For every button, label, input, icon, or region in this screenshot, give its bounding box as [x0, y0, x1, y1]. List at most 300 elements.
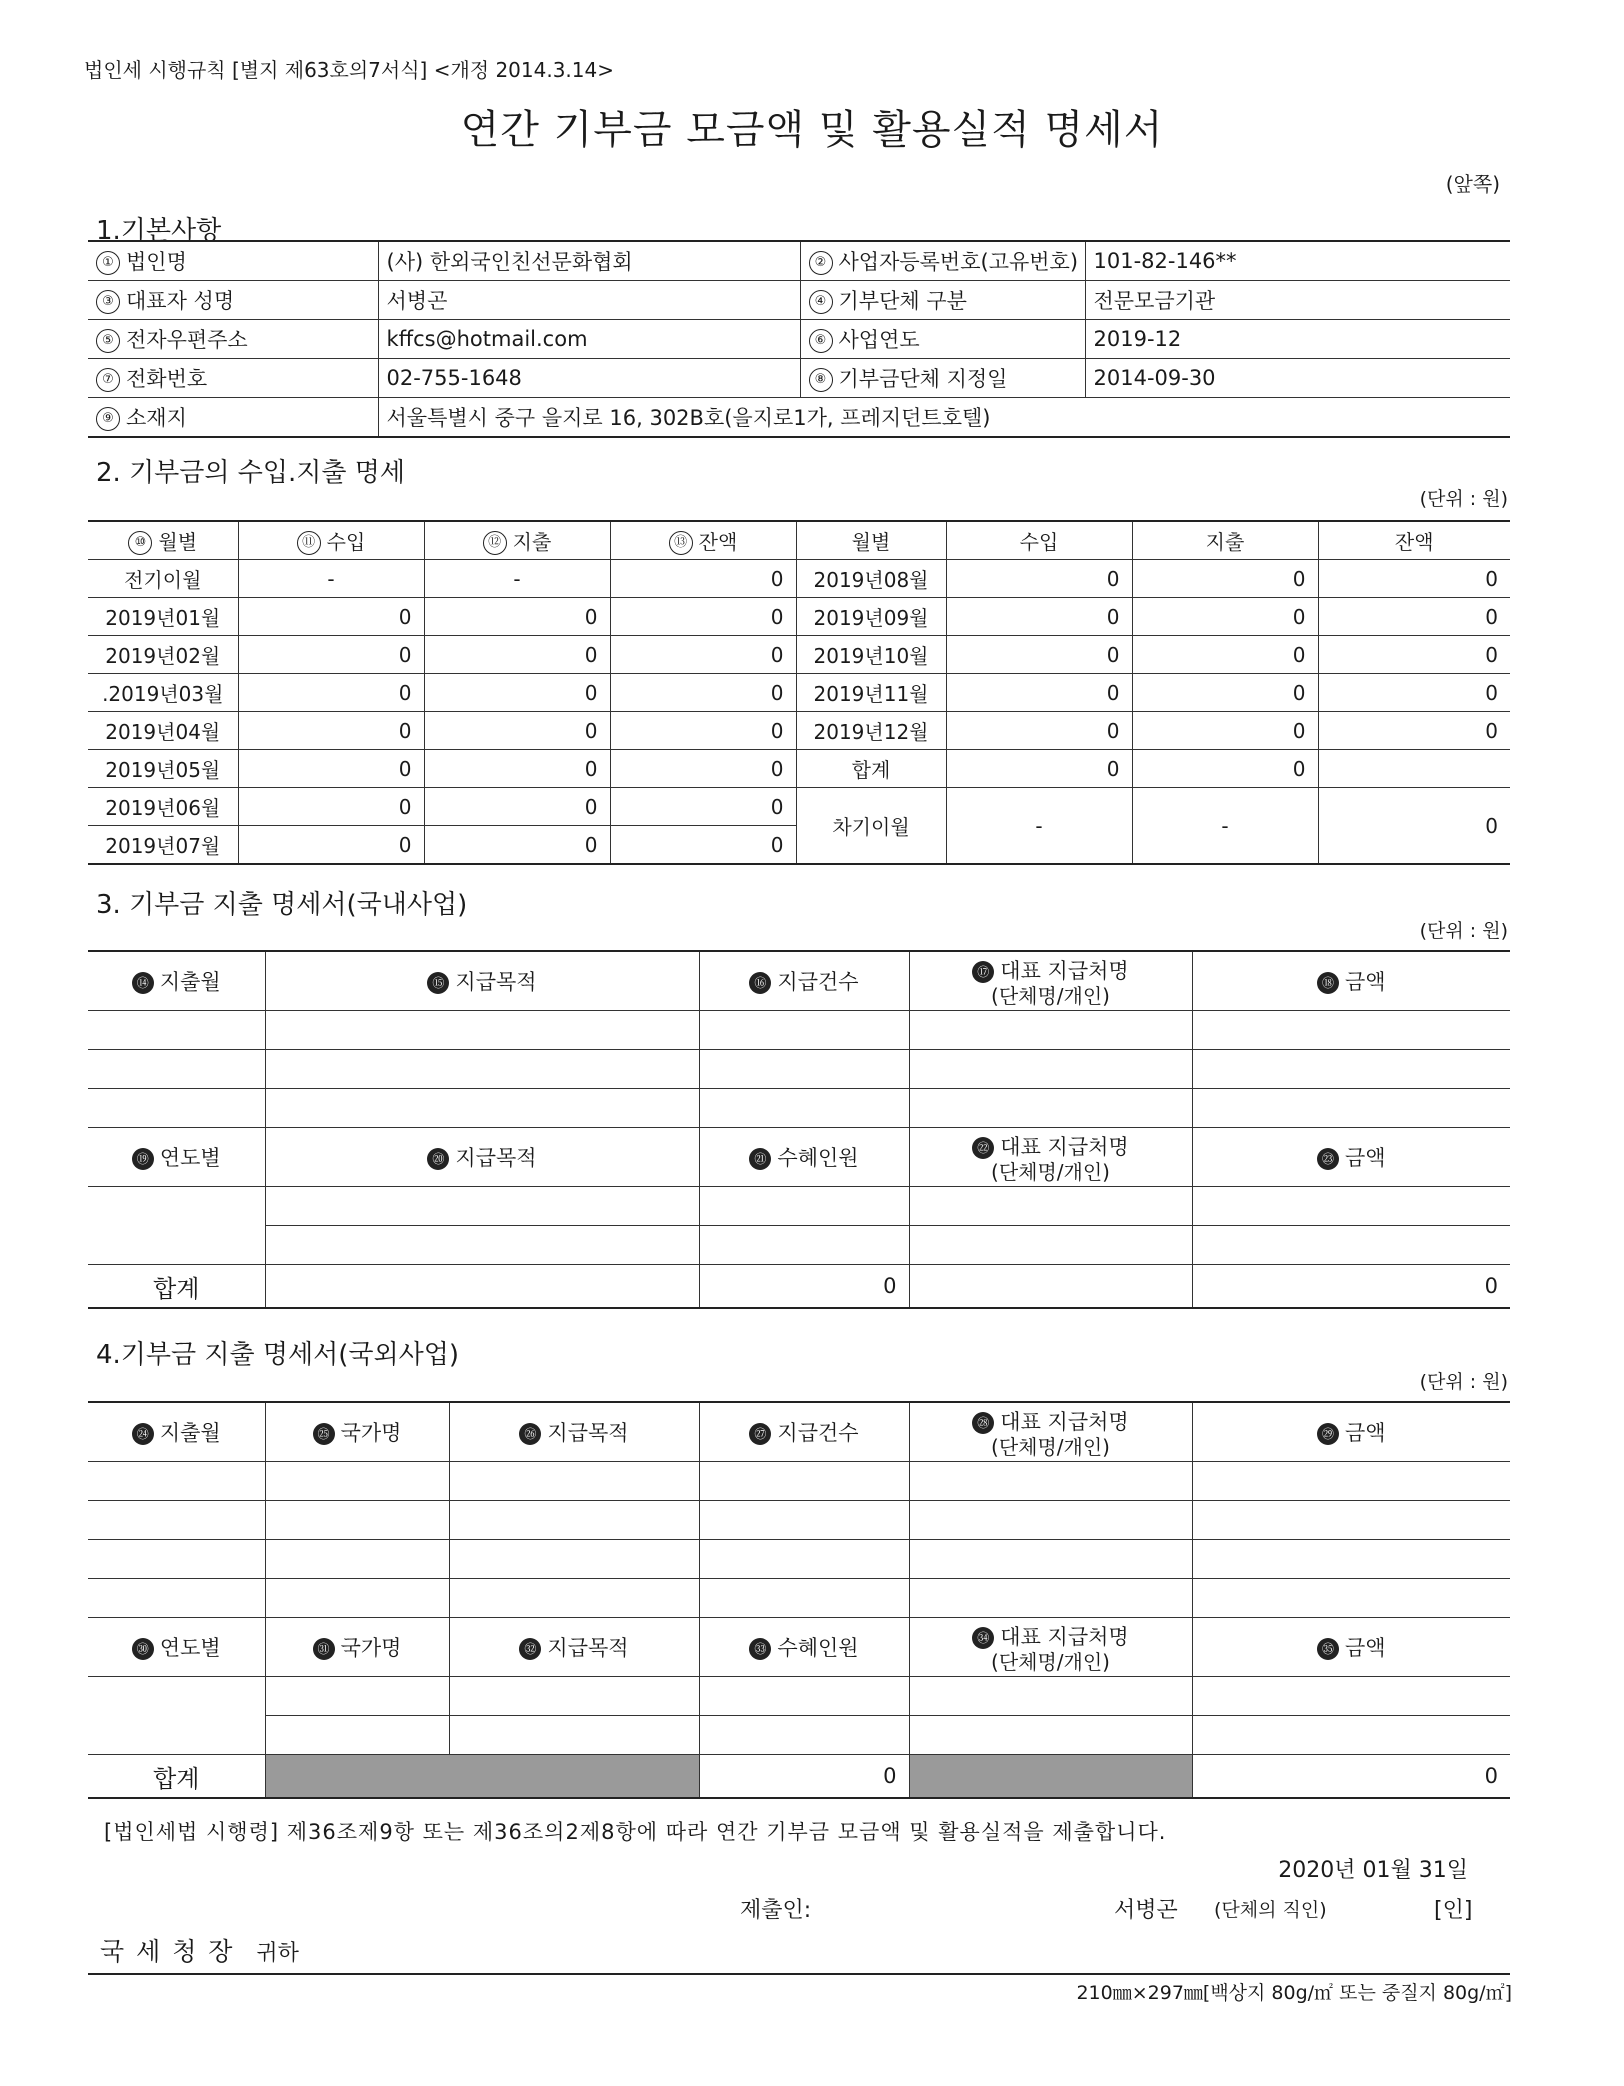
expense-header-cell-number: ⑯ — [749, 972, 771, 994]
expense-header-cell — [1192, 1128, 1510, 1187]
basic-label-right-text: 기부단체 구분 — [838, 289, 967, 313]
basic-info-table — [88, 240, 1510, 438]
income-header-left-number: ⑩ — [128, 531, 152, 555]
expense-empty-cell — [1192, 1226, 1510, 1265]
basic-info-row — [88, 281, 1510, 320]
expense-header-cell-text: 연도별 — [159, 1636, 221, 1660]
expense-header-cell-text: 연도별 — [159, 1146, 221, 1170]
basic-label-left-text: 법인명 — [126, 250, 187, 274]
income-value: 0 — [238, 826, 424, 865]
income-value: - — [238, 560, 424, 598]
expense-header-cell-number: ㉕ — [313, 1423, 335, 1445]
overseas-expense-table — [88, 1401, 1510, 1799]
income-value: 0 — [946, 712, 1132, 750]
expense-empty-cell — [265, 1187, 699, 1226]
income-value: 0 — [424, 788, 610, 826]
income-row — [88, 788, 1510, 826]
expense-empty-cell — [449, 1501, 699, 1540]
basic-info-row — [88, 359, 1510, 398]
expense-empty-cell — [1192, 1716, 1510, 1755]
expense-empty-cell — [88, 1187, 265, 1265]
carry-forward-value: 0 — [1318, 788, 1510, 865]
basic-label-right-text: 사업연도 — [838, 328, 920, 352]
basic-label-right-number: ⑧ — [809, 368, 833, 392]
income-value: 0 — [610, 636, 796, 674]
expense-header-cell-text: 지급목적 — [455, 970, 537, 994]
basic-label-left — [88, 320, 378, 359]
expense-empty-cell — [1192, 1089, 1510, 1128]
basic-label-right-number: ④ — [809, 290, 833, 314]
expense-empty-cell — [88, 1050, 265, 1089]
expense-empty-cell — [265, 1089, 699, 1128]
income-value: 0 — [238, 750, 424, 788]
income-header-right: 잔액 — [1318, 521, 1510, 560]
income-value: 0 — [610, 826, 796, 865]
basic-label-right — [800, 241, 1085, 281]
income-header-left-text: 잔액 — [698, 529, 738, 554]
expense-empty-cell — [88, 1501, 265, 1540]
income-value: 0 — [610, 674, 796, 712]
expense-empty-cell — [909, 1462, 1192, 1501]
expense-header-row — [88, 1402, 1510, 1462]
expense-empty-cell — [699, 1501, 909, 1540]
expense-empty-cell — [265, 1677, 449, 1716]
expense-header-cell-text: 지급목적 — [547, 1421, 629, 1445]
expense-header-cell-text: 금액 — [1344, 1636, 1386, 1660]
expense-empty-cell — [909, 1540, 1192, 1579]
income-value: 0 — [610, 750, 796, 788]
basic-label-left-number: ⑦ — [96, 368, 120, 392]
expense-empty-cell — [1192, 1579, 1510, 1618]
recipient — [100, 1932, 299, 1968]
expense-header-cell-text: 대표 지급처명 — [1000, 1625, 1129, 1649]
basic-info-row — [88, 320, 1510, 359]
expense-header-cell-text: 금액 — [1344, 970, 1386, 994]
income-value: 0 — [946, 560, 1132, 598]
expense-header-cell-number: ㉔ — [132, 1423, 154, 1445]
expense-header-cell — [909, 1618, 1192, 1677]
income-value: 0 — [424, 598, 610, 636]
expense-empty-cell — [699, 1716, 909, 1755]
expense-empty-row — [88, 1050, 1510, 1089]
expense-empty-cell — [699, 1089, 909, 1128]
expense-header-cell — [1192, 1618, 1510, 1677]
income-value: 0 — [946, 598, 1132, 636]
income-value: 0 — [1318, 636, 1510, 674]
income-row — [88, 750, 1510, 788]
income-value: 0 — [946, 674, 1132, 712]
submitter-title: (단체의 직인) — [1214, 1899, 1327, 1921]
expense-empty-cell — [265, 1716, 449, 1755]
income-header-left-text: 수입 — [326, 529, 366, 554]
income-value: 0 — [946, 750, 1132, 788]
expense-empty-cell — [449, 1462, 699, 1501]
expense-header-cell-text: 금액 — [1344, 1146, 1386, 1170]
income-value: 0 — [424, 750, 610, 788]
expense-empty-cell — [699, 1579, 909, 1618]
expense-header-cell-text: 지급건수 — [777, 1421, 859, 1445]
expense-header-cell — [88, 1128, 265, 1187]
section4-unit: (단위 : 원) — [1419, 1371, 1508, 1393]
expense-header-cell — [909, 1128, 1192, 1187]
income-header-row — [88, 521, 1510, 560]
income-value: 0 — [1318, 712, 1510, 750]
income-value: 0 — [610, 712, 796, 750]
basic-value-right: 101-82-146** — [1085, 241, 1510, 281]
basic-info-row — [88, 398, 1510, 438]
expense-empty-row — [88, 1677, 1510, 1716]
total-label: 합계 — [88, 1265, 265, 1309]
income-header-left-number: ⑪ — [297, 531, 321, 555]
income-month: 2019년11월 — [796, 674, 946, 712]
expense-header-cell-text: 금액 — [1344, 1421, 1386, 1445]
submitter-label: 제출인: — [740, 1898, 812, 1923]
income-month: .2019년03월 — [88, 674, 238, 712]
income-expense-table — [88, 520, 1510, 865]
total-empty-cell — [265, 1265, 699, 1309]
income-value: 0 — [238, 598, 424, 636]
expense-header-cell-wrap — [972, 1131, 1128, 1183]
section3-unit: (단위 : 원) — [1419, 920, 1508, 942]
income-month: 전기이월 — [88, 560, 238, 598]
page-side-label: (앞쪽) — [1445, 172, 1500, 196]
expense-empty-cell — [699, 1462, 909, 1501]
section3-title: 3. 기부금 지출 명세서(국내사업) — [96, 890, 468, 920]
income-value: 0 — [1318, 560, 1510, 598]
expense-empty-cell — [699, 1226, 909, 1265]
expense-empty-cell — [909, 1089, 1192, 1128]
footer-divider — [88, 1973, 1510, 1975]
total-amount: 0 — [1192, 1755, 1510, 1799]
expense-empty-cell — [1192, 1677, 1510, 1716]
expense-empty-row — [88, 1501, 1510, 1540]
basic-label-left-number: ③ — [96, 290, 120, 314]
expense-header-cell — [449, 1402, 699, 1462]
income-month: 2019년10월 — [796, 636, 946, 674]
income-value: 0 — [1132, 598, 1318, 636]
basic-value-left: (사) 한외국인친선문화협회 — [378, 241, 800, 281]
expense-header-cell — [265, 1128, 699, 1187]
basic-label-left — [88, 359, 378, 398]
address-value: 서울특별시 중구 을지로 16, 302B호(을지로1가, 프레지던트호텔) — [378, 398, 1510, 438]
recipient-honorific: 귀하 — [256, 1941, 299, 1966]
basic-label-right — [800, 320, 1085, 359]
income-header-right: 지출 — [1132, 521, 1318, 560]
expense-empty-cell — [449, 1540, 699, 1579]
expense-header-cell-number: ㉘ — [972, 1412, 994, 1434]
expense-empty-cell — [909, 1579, 1192, 1618]
income-value: 0 — [610, 560, 796, 598]
expense-empty-cell — [265, 1226, 699, 1265]
expense-header-cell — [88, 1618, 265, 1677]
income-month: 2019년01월 — [88, 598, 238, 636]
paper-spec: 210㎜×297㎜[백상지 80g/㎡ 또는 중질지 80g/㎡] — [1076, 1982, 1512, 2004]
basic-info-row — [88, 241, 1510, 281]
expense-header-cell — [1192, 951, 1510, 1011]
expense-empty-row — [88, 1579, 1510, 1618]
expense-empty-cell — [449, 1716, 699, 1755]
expense-empty-cell — [1192, 1462, 1510, 1501]
income-value: 0 — [1132, 674, 1318, 712]
income-header-left — [238, 521, 424, 560]
basic-label-right-text: 기부금단체 지정일 — [838, 367, 1008, 391]
expense-empty-cell — [265, 1579, 449, 1618]
expense-empty-cell — [88, 1579, 265, 1618]
expense-header-cell — [88, 1402, 265, 1462]
income-header-right: 수입 — [946, 521, 1132, 560]
expense-header-cell-number: ㉚ — [132, 1638, 154, 1660]
expense-empty-cell — [909, 1226, 1192, 1265]
expense-header-cell-number: ⑳ — [427, 1148, 449, 1170]
expense-header-cell-subtext: (단체명/개인) — [991, 984, 1110, 1008]
expense-header-cell — [265, 1402, 449, 1462]
income-value: 0 — [946, 636, 1132, 674]
income-value: 0 — [424, 674, 610, 712]
expense-empty-cell — [699, 1187, 909, 1226]
address-label-number: ⑨ — [96, 407, 120, 431]
income-value: 0 — [1132, 750, 1318, 788]
expense-header-cell-number: ㉗ — [749, 1423, 771, 1445]
regulation-header: 법인세 시행규칙 [별지 제63호의7서식] <개정 2014.3.14> — [84, 58, 614, 82]
expense-header-cell — [699, 1618, 909, 1677]
basic-label-left-number: ① — [96, 251, 120, 275]
expense-empty-cell — [88, 1540, 265, 1579]
expense-header-cell-number: ⑲ — [132, 1148, 154, 1170]
income-value: 0 — [610, 788, 796, 826]
expense-empty-cell — [265, 1011, 699, 1050]
income-value: 0 — [424, 636, 610, 674]
expense-header-cell-number: ㉝ — [749, 1638, 771, 1660]
income-month: 2019년09월 — [796, 598, 946, 636]
income-value: 0 — [1132, 712, 1318, 750]
expense-total-row — [88, 1265, 1510, 1309]
expense-header-cell-text: 수혜인원 — [777, 1146, 859, 1170]
income-value: 0 — [1318, 598, 1510, 636]
expense-header-cell-text: 대표 지급처명 — [1000, 1410, 1129, 1434]
income-value: 0 — [610, 598, 796, 636]
total-empty-cell — [265, 1755, 699, 1799]
expense-empty-cell — [909, 1187, 1192, 1226]
expense-header-cell — [265, 951, 699, 1011]
income-month: 합계 — [796, 750, 946, 788]
carry-forward-value: - — [946, 788, 1132, 865]
expense-header-cell-text: 국가명 — [340, 1421, 402, 1445]
expense-header-cell-wrap — [972, 1621, 1128, 1673]
expense-empty-cell — [1192, 1540, 1510, 1579]
expense-header-cell-number: ㉙ — [1317, 1423, 1339, 1445]
expense-header-cell-number: ㉒ — [972, 1137, 994, 1159]
expense-header-cell-subtext: (단체명/개인) — [991, 1650, 1110, 1674]
expense-header-cell-number: ⑰ — [972, 961, 994, 983]
expense-header-cell-text: 국가명 — [340, 1636, 402, 1660]
expense-empty-cell — [699, 1677, 909, 1716]
expense-empty-row — [88, 1462, 1510, 1501]
basic-value-right: 전문모금기관 — [1085, 281, 1510, 320]
expense-header-cell-text: 지급건수 — [777, 970, 859, 994]
income-header-left-number: ⑫ — [483, 531, 507, 555]
recipient-name: 국 세 청 장 — [100, 1937, 235, 1966]
total-empty-cell — [909, 1265, 1192, 1309]
carry-forward-label: 차기이월 — [796, 788, 946, 865]
total-count: 0 — [699, 1265, 909, 1309]
expense-empty-cell — [699, 1011, 909, 1050]
basic-label-left — [88, 281, 378, 320]
section2-title: 2. 기부금의 수입.지출 명세 — [96, 458, 406, 488]
expense-empty-row — [88, 1540, 1510, 1579]
expense-header-cell — [265, 1618, 449, 1677]
expense-header-cell-number: ㉖ — [519, 1423, 541, 1445]
income-header-left — [610, 521, 796, 560]
expense-header-cell-number: ㉟ — [1317, 1638, 1339, 1660]
basic-label-left-text: 대표자 성명 — [126, 289, 235, 313]
domestic-expense-table — [88, 950, 1510, 1309]
income-value: - — [424, 560, 610, 598]
section4-title: 4.기부금 지출 명세서(국외사업) — [96, 1340, 460, 1370]
expense-header-cell-subtext: (단체명/개인) — [991, 1435, 1110, 1459]
expense-header-cell-number: ⑱ — [1317, 972, 1339, 994]
expense-empty-cell — [449, 1579, 699, 1618]
expense-empty-row — [88, 1089, 1510, 1128]
expense-empty-cell — [1192, 1011, 1510, 1050]
income-header-left-number: ⑬ — [669, 531, 693, 555]
basic-value-right: 2014-09-30 — [1085, 359, 1510, 398]
income-header-left-text: 월별 — [158, 529, 198, 554]
expense-header-cell — [699, 951, 909, 1011]
income-header-left-text: 지출 — [512, 529, 552, 554]
expense-empty-cell — [909, 1011, 1192, 1050]
expense-empty-cell — [699, 1540, 909, 1579]
income-value: 0 — [424, 826, 610, 865]
basic-label-right — [800, 281, 1085, 320]
expense-empty-cell — [909, 1501, 1192, 1540]
declaration-text: [법인세법 시행령] 제36조제9항 또는 제36조의2제8항에 따라 연간 기부금 모금액 및 활용실적을 제출합니다. — [104, 1820, 1167, 1844]
total-label: 합계 — [88, 1755, 265, 1799]
expense-header-cell-number: ㉑ — [749, 1148, 771, 1170]
basic-label-right-number: ⑥ — [809, 329, 833, 353]
expense-empty-row — [88, 1226, 1510, 1265]
income-value: 0 — [238, 674, 424, 712]
expense-header-cell-text: 지출월 — [159, 970, 221, 994]
expense-header-cell — [909, 951, 1192, 1011]
income-row — [88, 674, 1510, 712]
basic-label-left — [88, 241, 378, 281]
income-value: 0 — [1318, 674, 1510, 712]
income-value: 0 — [1132, 636, 1318, 674]
expense-header-cell — [699, 1402, 909, 1462]
address-label — [88, 398, 378, 438]
expense-header-row — [88, 1618, 1510, 1677]
expense-header-cell — [1192, 1402, 1510, 1462]
seal-mark: [인] — [1434, 1898, 1473, 1923]
total-empty-cell — [909, 1755, 1192, 1799]
basic-label-right — [800, 359, 1085, 398]
carry-forward-value: - — [1132, 788, 1318, 865]
expense-empty-cell — [88, 1011, 265, 1050]
income-value — [1318, 750, 1510, 788]
expense-header-cell-subtext: (단체명/개인) — [991, 1160, 1110, 1184]
basic-label-left-number: ⑤ — [96, 329, 120, 353]
expense-header-cell — [909, 1402, 1192, 1462]
expense-header-cell — [699, 1128, 909, 1187]
expense-header-cell-number: ㉛ — [313, 1638, 335, 1660]
expense-header-cell — [449, 1618, 699, 1677]
expense-header-row — [88, 1128, 1510, 1187]
expense-empty-cell — [88, 1462, 265, 1501]
expense-total-row — [88, 1755, 1510, 1799]
expense-header-cell-number: ㉓ — [1317, 1148, 1339, 1170]
income-value: 0 — [238, 636, 424, 674]
submission-date: 2020년 01월 31일 — [1278, 1858, 1468, 1883]
total-amount: 0 — [1192, 1265, 1510, 1309]
basic-label-left-text: 전자우편주소 — [126, 328, 248, 352]
expense-header-cell-number: ㉞ — [972, 1627, 994, 1649]
income-row — [88, 712, 1510, 750]
total-count: 0 — [699, 1755, 909, 1799]
income-value: 0 — [238, 712, 424, 750]
expense-header-cell-text: 지급목적 — [547, 1636, 629, 1660]
expense-empty-cell — [88, 1089, 265, 1128]
expense-empty-row — [88, 1716, 1510, 1755]
basic-value-right: 2019-12 — [1085, 320, 1510, 359]
basic-value-left: 02-755-1648 — [378, 359, 800, 398]
expense-header-cell-text: 지급목적 — [455, 1146, 537, 1170]
expense-empty-row — [88, 1011, 1510, 1050]
expense-header-cell-wrap — [972, 1406, 1128, 1458]
basic-value-left: 서병곤 — [378, 281, 800, 320]
expense-header-cell — [88, 951, 265, 1011]
section2-unit: (단위 : 원) — [1419, 488, 1508, 510]
expense-header-row — [88, 951, 1510, 1011]
expense-header-cell-text: 대표 지급처명 — [1000, 1135, 1129, 1159]
expense-empty-cell — [265, 1462, 449, 1501]
expense-header-cell-text: 대표 지급처명 — [1000, 959, 1129, 983]
expense-empty-cell — [449, 1677, 699, 1716]
address-label-text: 소재지 — [126, 406, 187, 430]
income-month: 2019년06월 — [88, 788, 238, 826]
expense-empty-cell — [1192, 1501, 1510, 1540]
income-month: 2019년05월 — [88, 750, 238, 788]
expense-empty-cell — [909, 1677, 1192, 1716]
income-month: 2019년07월 — [88, 826, 238, 865]
expense-empty-cell — [88, 1677, 265, 1755]
basic-value-left: kffcs@hotmail.com — [378, 320, 800, 359]
expense-empty-cell — [699, 1050, 909, 1089]
expense-empty-cell — [265, 1540, 449, 1579]
expense-empty-cell — [1192, 1187, 1510, 1226]
income-row — [88, 636, 1510, 674]
expense-empty-cell — [909, 1716, 1192, 1755]
income-value: 0 — [424, 712, 610, 750]
form-title: 연간 기부금 모금액 및 활용실적 명세서 — [460, 107, 1164, 153]
expense-header-cell-text: 수혜인원 — [777, 1636, 859, 1660]
income-header-left — [88, 521, 238, 560]
income-header-left — [424, 521, 610, 560]
expense-header-cell-number: ⑮ — [427, 972, 449, 994]
submitter-name: 서병곤 — [1114, 1898, 1178, 1923]
income-value: 0 — [238, 788, 424, 826]
income-month: 2019년12월 — [796, 712, 946, 750]
basic-label-right-number: ② — [809, 251, 833, 275]
section1-title: 1.기본사항 — [96, 216, 222, 246]
expense-empty-cell — [909, 1050, 1192, 1089]
expense-empty-cell — [265, 1050, 699, 1089]
expense-empty-row — [88, 1187, 1510, 1226]
expense-header-cell-text: 지출월 — [159, 1421, 221, 1445]
basic-label-left-text: 전화번호 — [126, 367, 208, 391]
income-row — [88, 598, 1510, 636]
income-value: 0 — [1132, 560, 1318, 598]
expense-header-cell-number: ㉜ — [519, 1638, 541, 1660]
